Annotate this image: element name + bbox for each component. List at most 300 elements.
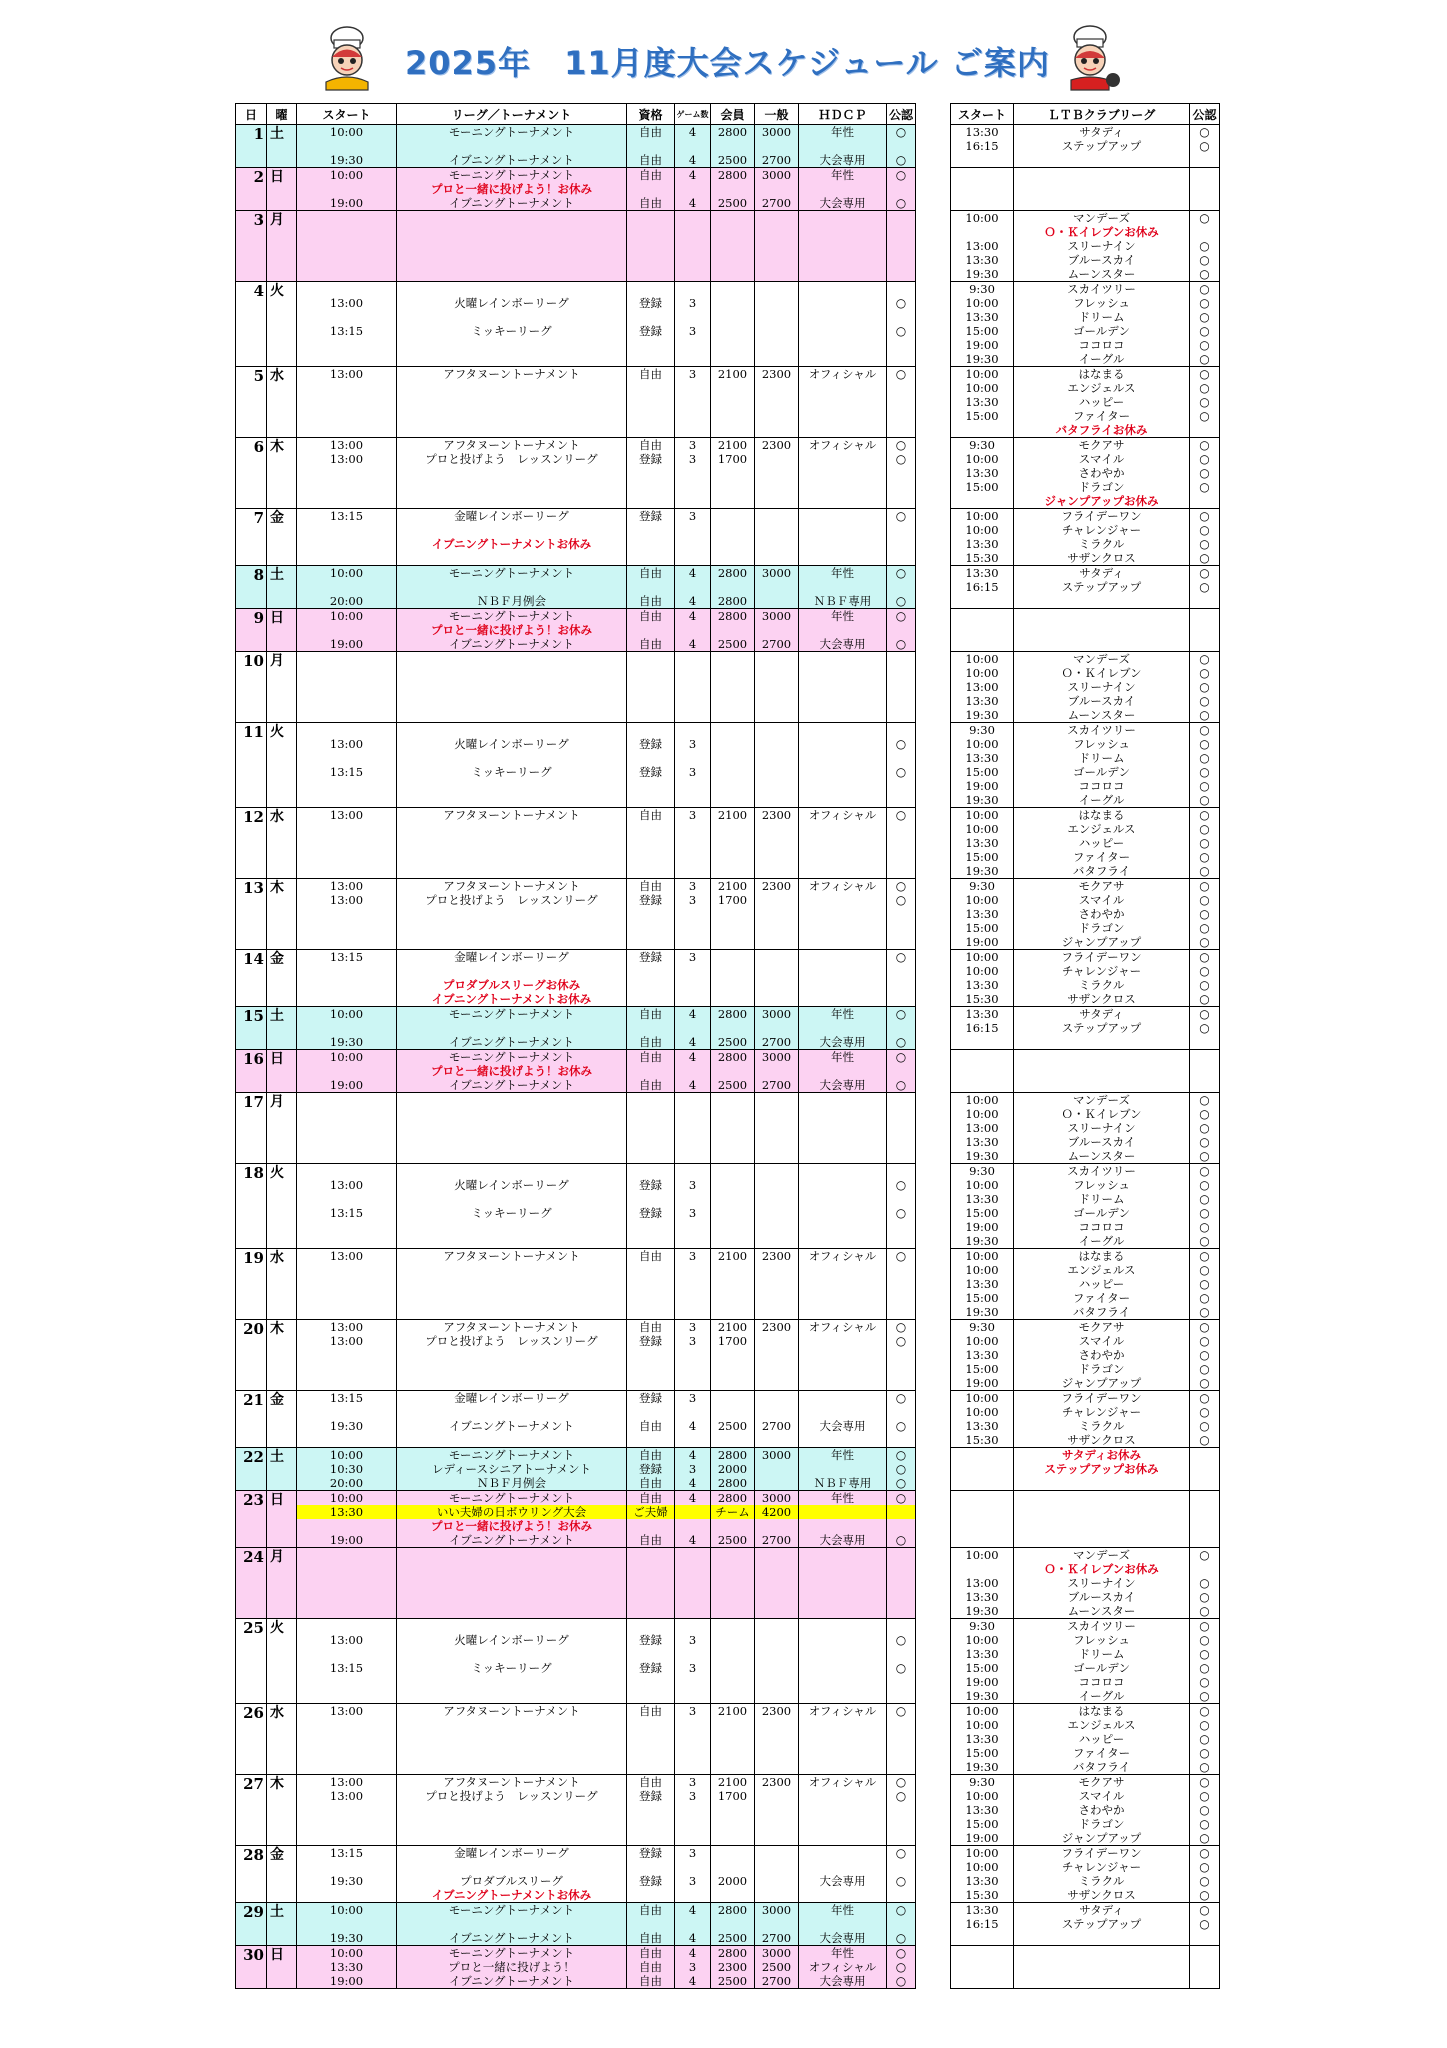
ltb-official-mark — [1190, 1974, 1219, 1988]
event-name — [397, 551, 626, 565]
day-of-week: 金 — [267, 509, 297, 566]
start-time — [297, 381, 396, 395]
start-time — [297, 1234, 396, 1248]
start-time — [297, 1192, 396, 1206]
official-mark — [887, 978, 915, 992]
game-count-cell — [675, 1448, 711, 1491]
member-fee-cell — [711, 1619, 755, 1704]
hdcp — [799, 381, 886, 395]
hdcp: 年性 — [831, 1007, 854, 1021]
start-time-cell — [297, 168, 397, 211]
member-fee-cell — [711, 566, 755, 609]
start-time: 20:00 — [329, 594, 364, 608]
game-count — [675, 551, 710, 565]
general-fee-cell — [755, 367, 799, 438]
hdcp — [799, 1619, 886, 1633]
ltb-official-mark: ○ — [1199, 1619, 1210, 1633]
member-fee — [711, 1376, 754, 1390]
general-fee — [755, 466, 798, 480]
event-name — [397, 267, 626, 281]
official-mark — [887, 907, 915, 921]
ltb-start-time-cell — [951, 652, 1014, 723]
ltb-start-time: 15:30 — [965, 551, 999, 565]
ltb-start-time — [951, 1491, 1013, 1505]
schedule-day-row — [236, 1619, 916, 1704]
hdcp-cell — [799, 1007, 887, 1050]
ltb-start-time: 19:30 — [965, 1305, 999, 1319]
hdcp — [799, 1732, 886, 1746]
official-mark: ○ — [895, 950, 907, 964]
game-count — [675, 1519, 710, 1533]
start-time-cell — [297, 367, 397, 438]
day-number: 29 — [236, 1903, 267, 1946]
hdcp — [799, 139, 886, 153]
qualification — [627, 537, 674, 551]
general-fee-cell — [755, 1448, 799, 1491]
schedule-day-row — [236, 652, 916, 723]
day-number: 22 — [236, 1448, 267, 1491]
official-mark — [887, 239, 915, 253]
member-fee — [711, 1263, 754, 1277]
day-of-week: 水 — [267, 1249, 297, 1320]
event-name — [397, 225, 626, 239]
ltb-day-row — [951, 1249, 1220, 1320]
general-fee: 2700 — [761, 637, 792, 651]
hdcp-cell — [799, 879, 887, 950]
general-fee: 2300 — [761, 1249, 792, 1263]
ltb-league-name: フレッシュ — [1073, 296, 1130, 310]
qualification — [627, 850, 674, 864]
general-fee — [755, 211, 798, 225]
hdcp — [799, 1505, 886, 1519]
game-count: 4 — [688, 1448, 697, 1462]
event-name: 火曜レインボーリーグ — [454, 1633, 569, 1647]
hdcp-cell — [799, 1249, 887, 1320]
hdcp — [799, 623, 886, 637]
game-count: 3 — [688, 1249, 697, 1263]
ltb-start-time-cell — [951, 438, 1014, 509]
ltb-official-mark-cell — [1190, 1391, 1220, 1448]
ltb-league-name: ファイター — [1072, 1746, 1131, 1760]
hdcp — [799, 1661, 886, 1675]
qualification: 自由 — [639, 1050, 662, 1064]
schedule-day-row — [236, 950, 916, 1007]
member-fee — [711, 1305, 754, 1319]
member-fee-cell — [711, 1704, 755, 1775]
member-fee — [711, 864, 754, 878]
hdcp — [799, 1135, 886, 1149]
official-mark-cell — [887, 1164, 916, 1249]
mascot-right-icon — [1055, 24, 1125, 92]
official-mark — [887, 423, 915, 437]
ltb-league-name-cell — [1014, 879, 1190, 950]
member-fee — [711, 822, 754, 836]
ltb-day-row — [951, 1093, 1220, 1164]
start-time — [297, 409, 396, 423]
game-count — [675, 921, 710, 935]
ltb-official-mark: ○ — [1199, 1164, 1210, 1178]
game-count: 4 — [688, 153, 697, 167]
member-fee — [711, 708, 754, 722]
general-fee — [755, 1576, 798, 1590]
official-mark-cell — [887, 1249, 916, 1320]
day-of-week: 金 — [267, 1846, 297, 1903]
general-fee — [755, 1064, 798, 1078]
ltb-start-time: 10:00 — [965, 652, 999, 666]
ltb-start-time: 19:30 — [965, 864, 999, 878]
game-count-cell — [675, 723, 711, 808]
game-count — [675, 139, 710, 153]
start-time — [297, 652, 396, 666]
event-name — [397, 480, 626, 494]
event-name — [397, 1831, 626, 1845]
ltb-day-row — [951, 1007, 1220, 1050]
qualification: 登録 — [639, 1178, 662, 1192]
day-of-week: 金 — [267, 1391, 297, 1448]
event-name: イブニングトーナメント — [449, 1533, 574, 1547]
general-fee — [755, 1647, 798, 1661]
hdcp — [799, 452, 886, 466]
ltb-start-time: 15:00 — [965, 324, 999, 338]
ltb-start-time-cell — [951, 1391, 1014, 1448]
qualification-cell — [627, 1946, 675, 1989]
hdcp: オフィシャル — [808, 438, 877, 452]
game-count — [675, 1107, 710, 1121]
official-mark — [887, 1604, 915, 1618]
qualification — [627, 666, 674, 680]
game-count — [675, 395, 710, 409]
game-count — [675, 1376, 710, 1390]
ltb-league-name-cell — [1014, 723, 1190, 808]
qualification: 自由 — [639, 1249, 662, 1263]
start-time — [297, 666, 396, 680]
ltb-day-row — [951, 566, 1220, 609]
game-count-cell — [675, 1249, 711, 1320]
ltb-league-name — [1014, 1946, 1189, 1960]
day-of-week: 日 — [267, 168, 297, 211]
game-count-cell — [675, 808, 711, 879]
qualification — [627, 1135, 674, 1149]
event-name: モーニングトーナメント — [448, 1448, 575, 1462]
event-name-cell — [397, 1846, 627, 1903]
event-name — [397, 1562, 626, 1576]
event-name — [397, 1220, 626, 1234]
member-fee — [711, 737, 754, 751]
game-count: 3 — [688, 1789, 697, 1803]
hdcp-cell — [799, 168, 887, 211]
official-mark-cell — [887, 1946, 916, 1989]
general-fee — [755, 964, 798, 978]
event-name-cell — [397, 125, 627, 168]
ltb-league-name: ミラクル — [1078, 978, 1125, 992]
hdcp — [799, 267, 886, 281]
qualification — [627, 751, 674, 765]
ltb-start-time-cell — [951, 950, 1014, 1007]
start-time: 10:30 — [329, 1462, 364, 1476]
hdcp — [799, 409, 886, 423]
start-time — [297, 1093, 396, 1107]
ltb-start-time: 16:15 — [965, 1021, 999, 1035]
start-time — [297, 253, 396, 267]
member-fee — [711, 1164, 754, 1178]
member-fee — [711, 1860, 754, 1874]
ltb-official-mark-cell — [1190, 1903, 1220, 1946]
qualification — [627, 395, 674, 409]
hdcp — [799, 1562, 886, 1576]
ltb-league-name-cell — [1014, 1704, 1190, 1775]
ltb-official-mark: ○ — [1199, 1846, 1210, 1860]
start-time — [297, 822, 396, 836]
official-mark: ○ — [895, 1661, 907, 1675]
hdcp — [799, 1234, 886, 1248]
ltb-start-time-cell — [951, 1775, 1014, 1846]
general-fee — [755, 935, 798, 949]
ltb-start-time-cell — [951, 509, 1014, 566]
official-mark — [887, 1519, 915, 1533]
game-count — [675, 1576, 710, 1590]
start-time — [297, 1604, 396, 1618]
start-time: 13:00 — [329, 1789, 364, 1803]
member-fee-cell — [711, 1391, 755, 1448]
qualification-cell — [627, 282, 675, 367]
day-number: 21 — [236, 1391, 267, 1448]
member-fee — [711, 1107, 754, 1121]
game-count — [675, 1689, 710, 1703]
official-mark: ○ — [895, 1491, 907, 1505]
game-count — [675, 381, 710, 395]
start-time: 10:00 — [329, 1007, 364, 1021]
game-count — [675, 1064, 710, 1078]
general-fee — [755, 352, 798, 366]
ltb-official-mark: ○ — [1199, 652, 1210, 666]
ltb-league-name: ブルースカイ — [1067, 1135, 1136, 1149]
event-name — [397, 1647, 626, 1661]
game-count: 3 — [688, 1206, 697, 1220]
ltb-start-time — [951, 1931, 1013, 1945]
ltb-league-name-cell — [1014, 168, 1190, 211]
game-count-cell — [675, 1846, 711, 1903]
ltb-official-mark: ○ — [1199, 310, 1210, 324]
member-fee: 2500 — [717, 196, 748, 210]
member-fee — [711, 1718, 754, 1732]
official-mark: ○ — [895, 1789, 907, 1803]
qualification — [627, 352, 674, 366]
qualification — [627, 466, 674, 480]
ltb-header-official: 公認 — [1190, 104, 1220, 125]
start-time: 13:15 — [329, 765, 364, 779]
event-name: アフタヌーントーナメント — [443, 367, 580, 381]
event-name: プロと投げよう レッスンリーグ — [425, 1789, 598, 1803]
start-time: 13:30 — [329, 1960, 364, 1974]
ltb-league-name — [1014, 182, 1189, 196]
ltb-official-mark: ○ — [1199, 1135, 1210, 1149]
start-time — [297, 964, 396, 978]
game-count — [675, 1647, 710, 1661]
start-time: 13:00 — [329, 879, 364, 893]
ltb-start-time-cell — [951, 282, 1014, 367]
ltb-official-mark-cell — [1190, 1320, 1220, 1391]
official-mark-cell — [887, 168, 916, 211]
day-number: 28 — [236, 1846, 267, 1903]
ltb-start-time: 10:00 — [965, 1718, 999, 1732]
ltb-league-name — [1014, 153, 1189, 167]
schedule-day-row — [236, 1320, 916, 1391]
event-name: レディースシニアトーナメント — [431, 1462, 592, 1476]
ltb-league-name: ムーンスター — [1067, 708, 1136, 722]
qualification: 自由 — [639, 1931, 662, 1945]
start-time — [297, 1121, 396, 1135]
official-mark — [887, 395, 915, 409]
qualification — [627, 225, 674, 239]
ltb-official-mark: ○ — [1199, 1732, 1210, 1746]
ltb-official-mark: ○ — [1199, 950, 1210, 964]
ltb-start-time: 19:30 — [965, 1689, 999, 1703]
official-mark — [887, 1405, 915, 1419]
qualification — [627, 182, 674, 196]
qualification — [627, 680, 674, 694]
qualification: 登録 — [639, 893, 662, 907]
qualification: 自由 — [639, 609, 662, 623]
header-day: 日 — [236, 104, 267, 125]
qualification — [627, 1093, 674, 1107]
event-name — [397, 694, 626, 708]
qualification: 登録 — [639, 1334, 662, 1348]
official-mark-cell — [887, 950, 916, 1007]
event-name — [397, 935, 626, 949]
official-mark: ○ — [895, 125, 907, 139]
ltb-start-time: 13:30 — [965, 1732, 999, 1746]
general-fee — [755, 1760, 798, 1774]
ltb-official-mark: ○ — [1199, 879, 1210, 893]
ltb-start-time — [951, 1064, 1013, 1078]
general-fee-cell — [755, 723, 799, 808]
general-fee: 3000 — [761, 1946, 792, 1960]
qualification-cell — [627, 1619, 675, 1704]
ltb-league-name: チャレンジャー — [1061, 1405, 1142, 1419]
start-time — [297, 1348, 396, 1362]
ltb-league-name: ジャンプアップ — [1061, 935, 1142, 949]
hdcp-cell — [799, 1391, 887, 1448]
page-title: 2025年 11月度大会スケジュール ご案内 — [405, 44, 1050, 82]
day-number: 11 — [236, 723, 267, 808]
ltb-official-mark: ○ — [1199, 978, 1210, 992]
ltb-league-name: ドリーム — [1078, 751, 1125, 765]
official-mark — [887, 623, 915, 637]
ltb-start-time: 10:00 — [965, 523, 999, 537]
hdcp: 年性 — [831, 1491, 854, 1505]
ltb-league-name: ドリーム — [1078, 310, 1125, 324]
game-count-cell — [675, 367, 711, 438]
official-mark: ○ — [895, 1960, 907, 1974]
hdcp-cell — [799, 282, 887, 367]
game-count — [675, 1505, 710, 1519]
start-time — [297, 1746, 396, 1760]
ltb-official-mark: ○ — [1199, 921, 1210, 935]
general-fee: 2700 — [761, 1078, 792, 1092]
member-fee: 2100 — [717, 1704, 748, 1718]
event-name: プロと一緒に投げよう！ — [448, 1960, 575, 1974]
start-time: 19:30 — [329, 1419, 364, 1433]
qualification: 自由 — [639, 438, 662, 452]
ltb-day-row — [951, 509, 1220, 566]
hdcp-cell — [799, 1903, 887, 1946]
ltb-league-name: ステップアップ — [1061, 139, 1142, 153]
official-mark — [887, 694, 915, 708]
ltb-official-mark: ○ — [1199, 1675, 1210, 1689]
start-time — [297, 239, 396, 253]
event-name: モーニングトーナメント — [448, 566, 575, 580]
event-name — [397, 395, 626, 409]
game-count — [675, 1405, 710, 1419]
ltb-league-name: ステップアップ — [1061, 580, 1142, 594]
ltb-league-name: ココロコ — [1078, 338, 1125, 352]
qualification: 自由 — [639, 1704, 662, 1718]
start-time — [297, 267, 396, 281]
hdcp — [799, 1376, 886, 1390]
day-number: 9 — [236, 609, 267, 652]
game-count-cell — [675, 609, 711, 652]
ltb-official-mark-cell — [1190, 609, 1220, 652]
ltb-official-mark-cell — [1190, 1619, 1220, 1704]
ltb-start-time-cell — [951, 1619, 1014, 1704]
ltb-league-name: スリーナイン — [1067, 680, 1136, 694]
general-fee — [755, 1476, 798, 1490]
qualification: 登録 — [639, 452, 662, 466]
event-name: アフタヌーントーナメント — [443, 808, 580, 822]
event-name: プロダブルスリーグ — [460, 1874, 563, 1888]
ltb-official-mark: ○ — [1199, 964, 1210, 978]
ltb-league-name: エンジェルス — [1067, 1718, 1136, 1732]
ltb-official-mark: ○ — [1199, 822, 1210, 836]
official-mark-cell — [887, 808, 916, 879]
official-mark — [887, 992, 915, 1006]
official-mark — [887, 964, 915, 978]
start-time — [297, 1803, 396, 1817]
start-time — [297, 1263, 396, 1277]
ltb-official-mark — [1190, 168, 1219, 182]
hdcp-cell — [799, 1050, 887, 1093]
ltb-start-time: 15:00 — [965, 1362, 999, 1376]
qualification-cell — [627, 808, 675, 879]
game-count: 3 — [688, 1462, 697, 1476]
hdcp — [799, 523, 886, 537]
member-fee — [711, 1604, 754, 1618]
hdcp — [799, 1831, 886, 1845]
event-name — [397, 779, 626, 793]
general-fee-cell — [755, 1775, 799, 1846]
qualification — [627, 1405, 674, 1419]
hdcp — [799, 1604, 886, 1618]
ltb-start-time: 13:30 — [965, 537, 999, 551]
game-count-cell — [675, 1946, 711, 1989]
start-time — [297, 1021, 396, 1035]
qualification: 自由 — [639, 637, 662, 651]
qualification: 登録 — [639, 1462, 662, 1476]
ltb-start-time: 19:00 — [965, 1220, 999, 1234]
ltb-start-time: 13:00 — [965, 680, 999, 694]
official-mark-cell — [887, 1704, 916, 1775]
schedule-day-row — [236, 879, 916, 950]
start-time-cell — [297, 1775, 397, 1846]
ltb-official-mark: ○ — [1199, 551, 1210, 565]
member-fee-cell — [711, 1946, 755, 1989]
qualification — [627, 338, 674, 352]
qualification — [627, 1121, 674, 1135]
qualification: 登録 — [639, 1206, 662, 1220]
general-fee — [755, 1362, 798, 1376]
game-count — [675, 992, 710, 1006]
hdcp: オフィシャル — [808, 367, 877, 381]
